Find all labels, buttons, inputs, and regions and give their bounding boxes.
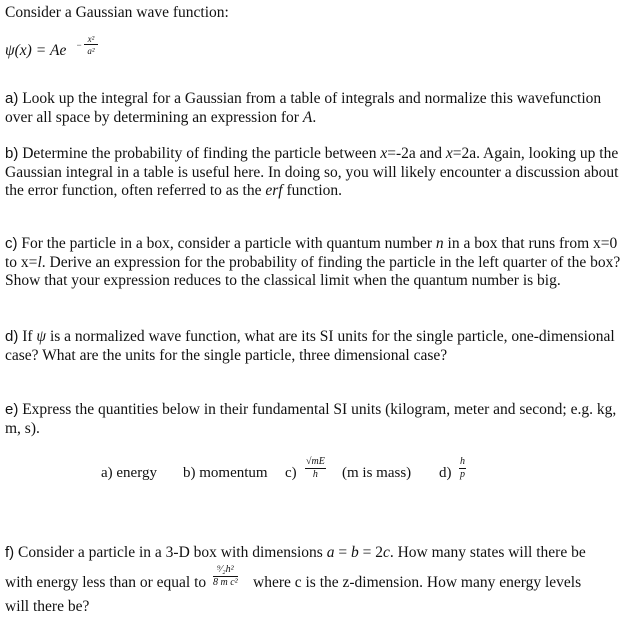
- part-f-line-3: will there be?: [5, 598, 90, 615]
- part-e: e) Express the quantities below in their fundamental SI units (kilogram, meter and second; e.g. kg, m, s).: [5, 401, 617, 437]
- intro-text: Consider a Gaussian wave function:: [5, 4, 229, 21]
- part-d: d) If ψ is a normalized wave function, what are its SI units for the single particle, one-dimensional case? What are the units for the single particle, three dimensional case?: [5, 328, 615, 364]
- part-a: a) Look up the integral for a Gaussian from a table of integrals and normalize this wavefunction over all space by determining an expression for A.: [5, 90, 602, 126]
- energy-fraction: $\frac{\text{⁹⁄₂h²}}{\text{8 m c²}}$: [213, 564, 238, 588]
- part-f-line-2: with energy less than or equal to $\frac{\text{⁹⁄₂h²}}{\text{8 m c²}}$ where c is the z-dimension. How many energy levels: [5, 564, 582, 591]
- part-f-line-1: f) Consider a particle in a 3-D box with dimensions a = b = 2c. How many states will there be: [5, 544, 586, 561]
- wave-function-lhs: ψ(x) = Ae: [5, 42, 67, 59]
- item-momentum: b) momentum: [183, 465, 268, 481]
- part-a-label: a): [5, 90, 19, 107]
- item-c-note: (m is mass): [342, 465, 412, 481]
- item-d-fraction: $\frac{h}{p}$: [460, 456, 465, 480]
- part-b-label: b): [5, 145, 19, 162]
- item-c-label: c): [285, 465, 297, 481]
- part-f-label: f): [5, 544, 15, 561]
- part-c-label: c): [5, 235, 18, 252]
- part-c: c) For the particle in a box, consider a particle with quantum number n in a box that runs from x=0 to x=l. Derive an expression for the probability of finding the particle in the left quarter of the box? Show that your expression reduces to the classical limit when the quantum number is big.: [5, 235, 621, 289]
- part-e-items: [101, 455, 521, 491]
- part-d-label: d): [5, 328, 19, 345]
- part-e-label: e): [5, 401, 19, 418]
- item-energy: a) energy: [101, 465, 157, 481]
- item-d-label: d): [439, 465, 452, 481]
- item-c-fraction: $\frac{√mE}{h}$: [306, 456, 325, 480]
- part-b: b) Determine the probability of finding the particle between x=-2a and x=2a. Again, looking up the Gaussian integral in a table is useful here. In doing so, you will likely encounter a discussion about the error function, often referred to as the erf function.: [5, 145, 619, 199]
